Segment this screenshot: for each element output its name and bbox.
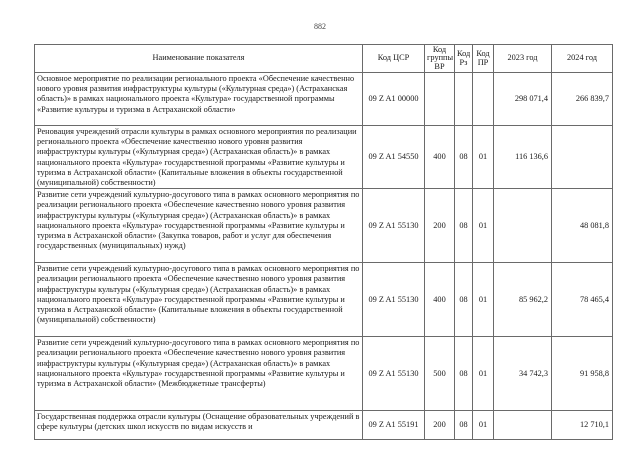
budget-table (34, 44, 613, 440)
row-pr: 01 (473, 189, 494, 263)
row-vr: 400 (425, 126, 455, 189)
row-2024: 266 839,7 (552, 73, 613, 126)
row-2023: 298 071,4 (494, 73, 552, 126)
row-pr (473, 73, 494, 126)
table-row (35, 263, 613, 337)
header-name: Наименование показателя (35, 45, 363, 73)
header-rz: Код Рз (455, 45, 473, 73)
row-2024 (552, 126, 613, 189)
header-2023: 2023 год (494, 45, 552, 73)
row-csr: 09 Z A1 55130 (363, 189, 425, 263)
row-name: Развитие сети учреждений культурно-досугового типа в рамках основного мероприятия по реализации регионального проекта «Обеспечение качественно нового уровня развития инфраструктуры культуры («Культурная среда») (Астраханская область)» в рамках национального проекта «Культура» государственной программы «Развитие культуры и туризма в Астраханской области» (Закупка товаров, работ и услуг для обеспечения государственных (муниципальных) нужд) (35, 189, 363, 263)
header-2024: 2024 год (552, 45, 613, 73)
row-2024: 91 958,8 (552, 337, 613, 411)
row-2023 (494, 411, 552, 440)
table-row (35, 411, 613, 440)
row-name: Развитие сети учреждений культурно-досугового типа в рамках основного мероприятия по реализации регионального проекта «Обеспечение качественно нового уровня развития инфраструктуры культуры («Культурная среда») (Астраханская область)» в рамках национального проекта «Культура» государственной программы «Развитие культуры и туризма в Астраханской области» (Капитальные вложения в объекты государственной (муниципальной) собственности) (35, 263, 363, 337)
row-csr: 09 Z A1 55130 (363, 337, 425, 411)
row-csr: 09 Z A1 00000 (363, 73, 425, 126)
row-name: Развитие сети учреждений культурно-досугового типа в рамках основного мероприятия по реализации регионального проекта «Обеспечение качественно нового уровня развития инфраструктуры культуры («Культурная среда») (Астраханская область)» в рамках национального проекта «Культура» государственной программы «Развитие культуры и туризма в Астраханской области» (Межбюджетные трансферты) (35, 337, 363, 411)
row-rz: 08 (455, 263, 473, 337)
row-vr: 500 (425, 337, 455, 411)
row-pr: 01 (473, 337, 494, 411)
row-rz: 08 (455, 411, 473, 440)
row-rz (455, 73, 473, 126)
table-row (35, 126, 613, 189)
row-rz: 08 (455, 189, 473, 263)
page-number: 882 (314, 22, 326, 31)
row-2023: 85 962,2 (494, 263, 552, 337)
row-pr: 01 (473, 126, 494, 189)
row-name: Реновация учреждений отрасли культуры в рамках основного мероприятия по реализации регионального проекта «Обеспечение качественно нового уровня развития инфраструктуры культуры («Культурная среда») (Астраханская область)» в рамках национального проекта «Культура» государственной программы «Развитие культуры и туризма в Астраханской области» (Капитальные вложения в объекты государственной (муниципальной) собственности) (35, 126, 363, 189)
table-row (35, 73, 613, 126)
row-2024: 78 465,4 (552, 263, 613, 337)
row-name: Государственная поддержка отрасли культуры (Оснащение образовательных учреждений в сфере культуры (детских школ искусств по видам искусств и (35, 411, 363, 440)
row-2024: 48 081,8 (552, 189, 613, 263)
row-csr: 09 Z A1 54550 (363, 126, 425, 189)
row-pr: 01 (473, 263, 494, 337)
header-csr: Код ЦСР (363, 45, 425, 73)
header-pr: Код ПР (473, 45, 494, 73)
row-pr: 01 (473, 411, 494, 440)
row-csr: 09 Z A1 55130 (363, 263, 425, 337)
header-vr: Код группы ВР (425, 45, 455, 73)
table-row (35, 337, 613, 411)
row-name: Основное мероприятие по реализации регионального проекта «Обеспечение качественно нового уровня развития инфраструктуры культуры («Культурная среда») (Астраханская область)» в рамках национального проекта «Культура» государственной программы «Развитие культуры и туризма в Астраханской области» (35, 73, 363, 126)
table-row (35, 189, 613, 263)
row-vr (425, 73, 455, 126)
row-csr: 09 Z A1 55191 (363, 411, 425, 440)
row-rz: 08 (455, 337, 473, 411)
row-rz: 08 (455, 126, 473, 189)
row-2023 (494, 189, 552, 263)
row-2024: 12 710,1 (552, 411, 613, 440)
row-vr: 200 (425, 411, 455, 440)
row-vr: 200 (425, 189, 455, 263)
row-vr: 400 (425, 263, 455, 337)
row-2023: 116 136,6 (494, 126, 552, 189)
row-2023: 34 742,3 (494, 337, 552, 411)
table-header-row (35, 45, 613, 73)
